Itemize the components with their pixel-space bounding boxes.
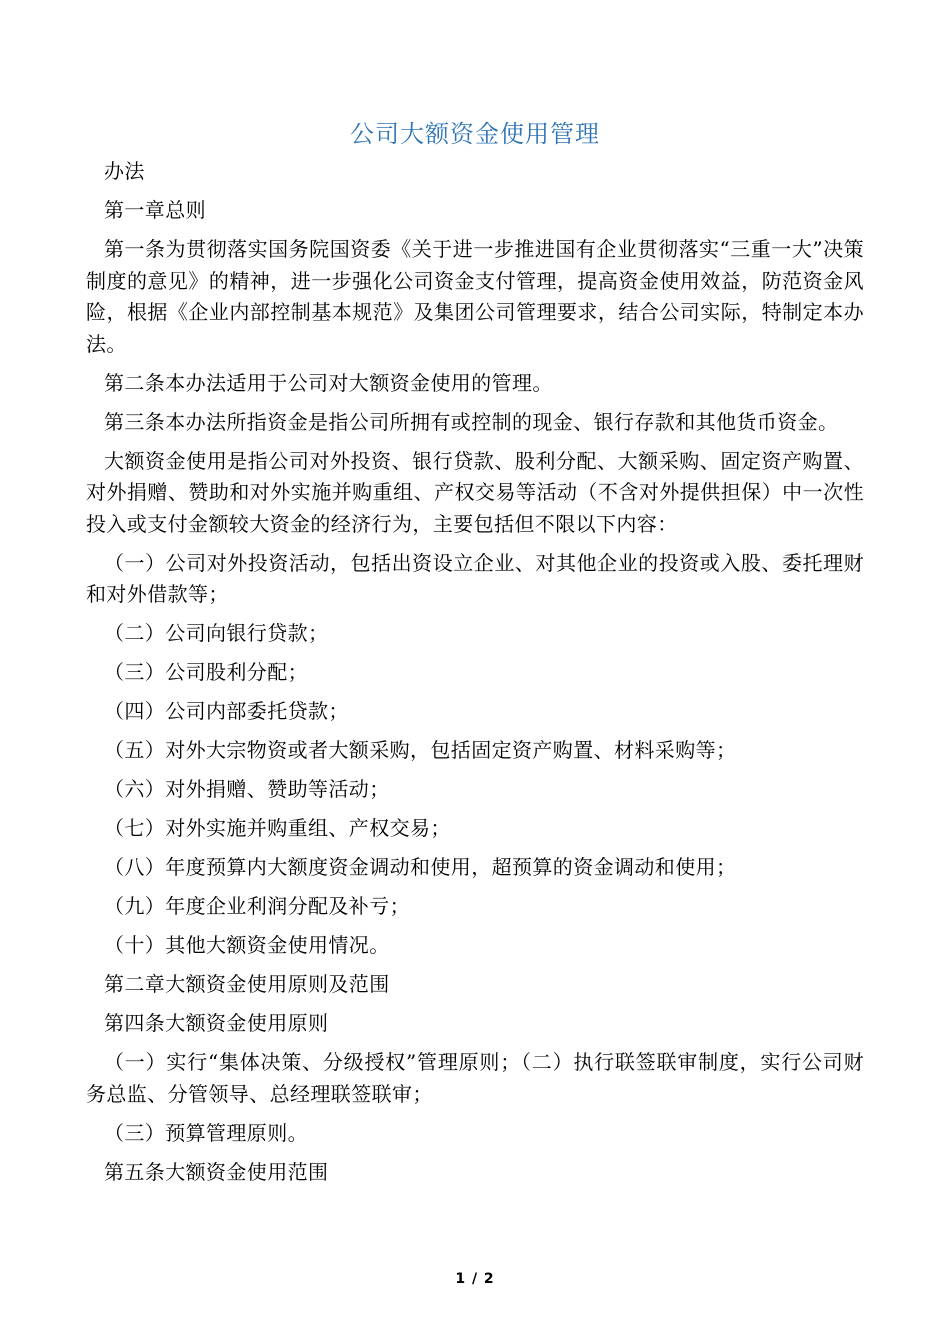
list-item-5: （五）对外大宗物资或者大额采购，包括固定资产购置、材料采购等； <box>104 738 737 762</box>
document-title: 公司大额资金使用管理 <box>350 120 600 148</box>
article-1: 第一条为贯彻落实国务院国资委《关于进一步推进国有企业贯彻落实“三重一大”决策制度的意见》的精神，进一步强化公司资金支付管理，提高资金使用效益，防范资金风险，根据《企业内部控制基本规范》及集团公司管理要求，结合公司实际，特制定本办法。 <box>86 237 864 356</box>
article-2: 第二条本办法适用于公司对大额资金使用的管理。 <box>104 370 553 395</box>
page-number: 1 / 2 <box>455 1271 495 1287</box>
list-item-1: （一）公司对外投资活动，包括出资设立企业、对其他企业的投资或入股、委托理财和对外借款等； <box>86 550 864 606</box>
chapter-1-heading: 第一章总则 <box>104 198 206 222</box>
paragraph-heading-banfa: 办法 <box>104 159 145 183</box>
article-4: 第四条大额资金使用原则 <box>104 1011 329 1035</box>
document-body <box>86 156 864 1188</box>
list-item-3: （三）公司股利分配； <box>104 660 308 684</box>
large-fund-definition: 大额资金使用是指公司对外投资、银行贷款、股利分配、大额采购、固定资产购置、对外捐赠、赞助和对外实施并购重组、产权交易等活动（不含对外提供担保）中一次性投入或支付金额较大资金的经济行为，主要包括但不限以下内容： <box>86 448 864 536</box>
list-item-8: （八）年度预算内大额度资金调动和使用，超预算的资金调动和使用； <box>104 855 737 879</box>
list-item-7: （七）对外实施并购重组、产权交易； <box>104 816 451 840</box>
list-item-2: （二）公司向银行贷款； <box>104 621 329 645</box>
principle-1-2: （一）实行“集体决策、分级授权”管理原则；（二）执行联签联审制度，实行公司财务总监、分管领导、总经理联签联审； <box>86 1050 864 1106</box>
article-5: 第五条大额资金使用范围 <box>104 1159 329 1184</box>
article-3: 第三条本办法所指资金是指公司所拥有或控制的现金、银行存款和其他货币资金。 <box>104 409 839 434</box>
list-item-10: （十）其他大额资金使用情况。 <box>104 933 390 957</box>
list-item-6: （六）对外捐赠、赞助等活动； <box>104 777 390 801</box>
principle-3: （三）预算管理原则。 <box>104 1120 308 1145</box>
chapter-2-heading: 第二章大额资金使用原则及范围 <box>104 972 390 996</box>
list-item-9: （九）年度企业利润分配及补亏； <box>104 894 410 918</box>
list-item-4: （四）公司内部委托贷款； <box>104 699 349 723</box>
